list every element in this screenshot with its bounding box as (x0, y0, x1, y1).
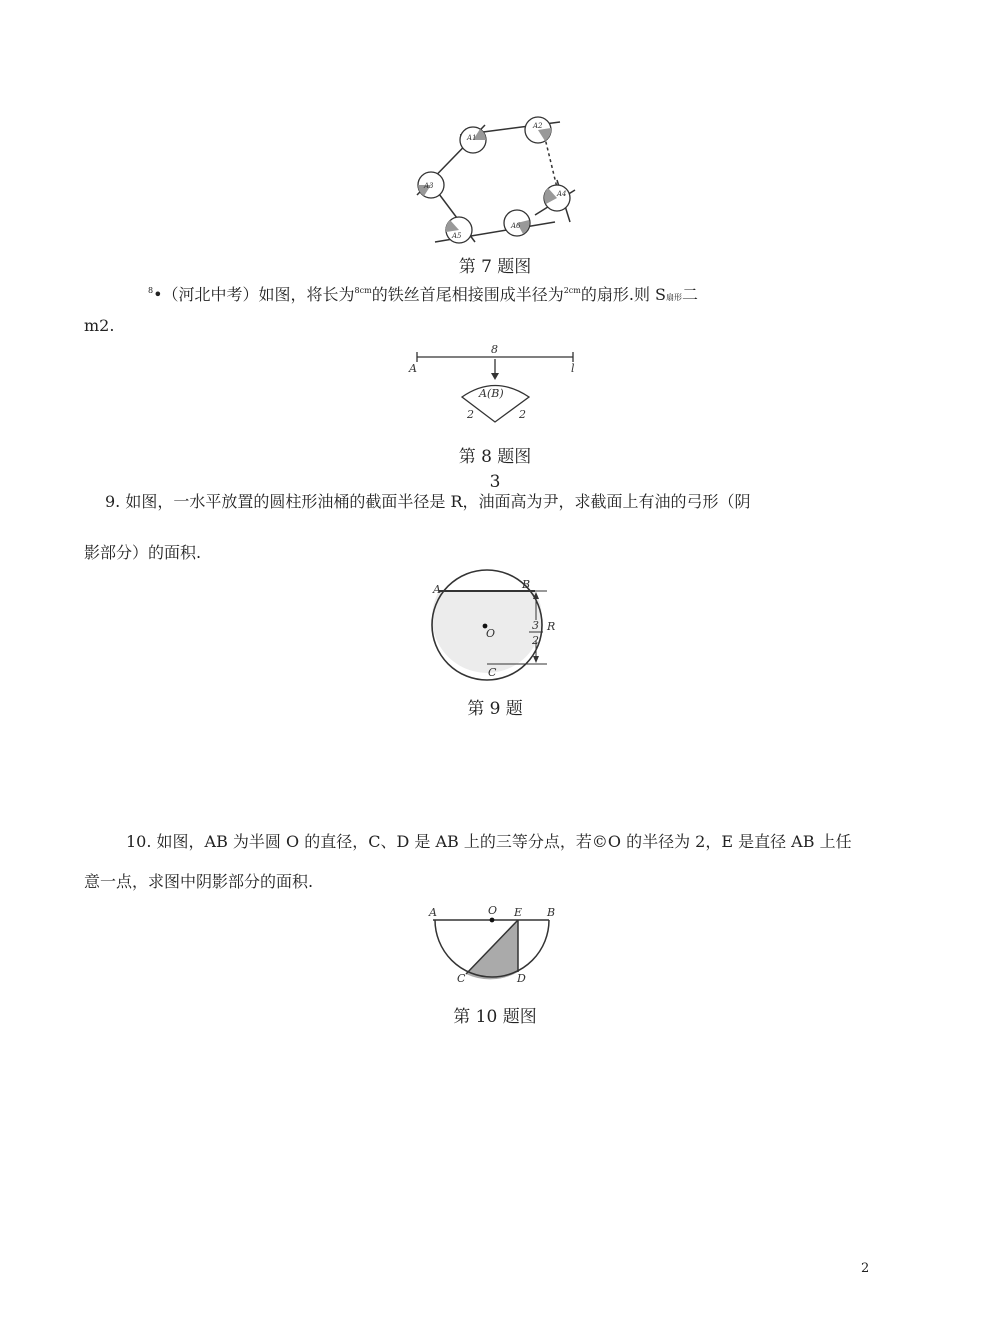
point-label: A2 (533, 122, 543, 130)
figure-10-caption: 第 10 题图 (453, 1007, 537, 1027)
point-label-a: A (433, 583, 441, 596)
point-label-b: B (522, 578, 531, 591)
point-label-b: l (571, 362, 575, 375)
superscript: 8cm (354, 286, 372, 295)
point-label-d: D (517, 972, 526, 985)
length-label: 8 (491, 343, 498, 356)
point-label-b: B (547, 906, 556, 919)
superscript: 2cm (563, 286, 581, 295)
point-label: A1 (467, 134, 477, 142)
figure-9-diagram (425, 568, 575, 680)
figure-8-diagram (405, 342, 585, 432)
point-label-c: C (457, 972, 466, 985)
question-10-line-2: 意一点，求图中阴影部分的面积. (84, 872, 314, 891)
point-label: A6 (511, 222, 521, 230)
point-label-a: A (429, 906, 437, 919)
figure-9-caption: 第 9 题 (467, 699, 523, 719)
question-8-text: 的铁丝首尾相接围成半径为 (371, 285, 564, 304)
question-8-number: 8 (148, 286, 154, 295)
question-8-line-2: m2. (84, 316, 115, 335)
point-label: A3 (424, 182, 434, 190)
question-8-line-1 (148, 287, 698, 303)
figure-7-caption: 第 7 题图 (458, 257, 532, 277)
point-label-a: A (409, 362, 417, 375)
question-8-text: 的扇形.则 S (580, 285, 667, 304)
question-9-line-2: 影部分）的面积. (84, 543, 202, 562)
subscript: 扇形 (666, 293, 683, 302)
question-8-text: 二 (682, 285, 699, 304)
question-10-line-1: 10. 如图，AB 为半圆 O 的直径，C、D 是 AB 上的三等分点，若©O 的半径为 2，E 是直径 AB 上任 (126, 832, 852, 851)
point-label-e: E (514, 906, 523, 919)
figure-8-caption: 第 8 题图 (458, 447, 532, 467)
point-label-ab: A(B) (479, 387, 504, 400)
fraction-denominator: 2 (532, 634, 539, 647)
point-label-c: C (488, 666, 497, 679)
point-label: A5 (452, 232, 462, 240)
question-8-text: •（河北中考）如图，将长为 (153, 285, 355, 304)
radius-label: R (547, 620, 556, 633)
center-label-o: O (488, 904, 498, 917)
center-label-o: O (486, 627, 496, 640)
point-label: A4 (557, 190, 567, 198)
stray-number: 3 (489, 472, 501, 492)
radius-label: 2 (519, 408, 526, 421)
figure-10-diagram (425, 902, 565, 986)
figure-7-diagram (405, 110, 585, 250)
fraction-numerator: 3 (532, 619, 539, 632)
radius-label: 2 (467, 408, 474, 421)
question-9-line-1: 9. 如图，一水平放置的圆柱形油桶的截面半径是 R，油面高为尹，求截面上有油的弓形（阴 (105, 492, 751, 511)
page-number: 2 (861, 1261, 870, 1276)
